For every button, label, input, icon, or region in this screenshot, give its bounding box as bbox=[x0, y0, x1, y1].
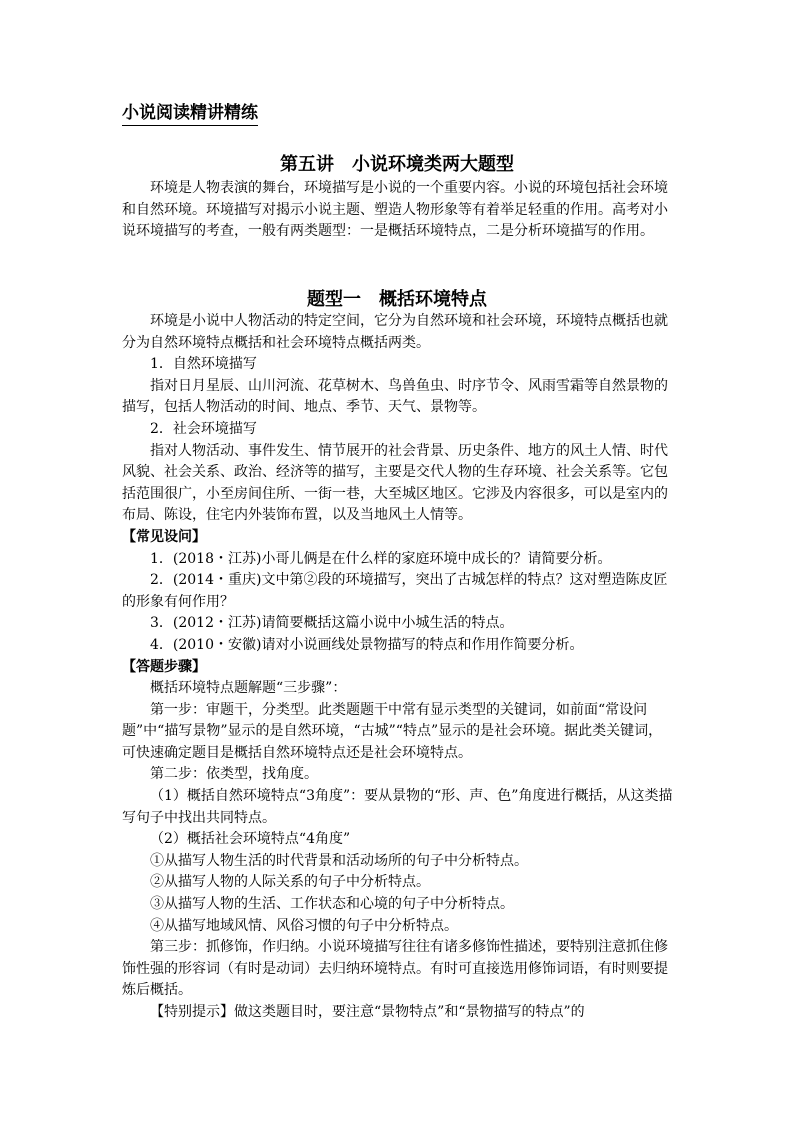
natural-body: 指对日月星辰、山川河流、花草树木、鸟兽鱼虫、时序节令、风雨雪霜等自然景物的描写，包括人物活动的时间、地点、季节、天气、景物等。 bbox=[122, 377, 668, 416]
type1-intro: 环境是小说中人物活动的特定空间，它分为自然环境和社会环境，环境特点概括也就分为自然环境特点概括和社会环境特点概括两类。 bbox=[122, 313, 668, 351]
steps-label: 【答题步骤】 bbox=[122, 658, 206, 675]
step-two: 第二步：依类型，找角度。 bbox=[150, 766, 318, 783]
social-body: 指对人物活动、事件发生、情节展开的社会背景、历史条件、地方的风土人情、时代风貌、社会关系、政治、经济等的描写，主要是交代人物的生存环境、社会关系等。它包括范围很广，小至房间住所、一街一巷，大至城区地区。它涉及内容很多，可以是室内的布局、陈设，住宅内外装饰布置，以及当地风土人情等。 bbox=[122, 442, 668, 524]
intro-section bbox=[122, 178, 674, 243]
step-two-social: （2）概括社会环境特点“4角度” bbox=[150, 831, 351, 848]
common-questions-label: 【常见设问】 bbox=[122, 528, 206, 545]
step-two-natural: （1）概括自然环境特点“3角度”：要从景物的“形、声、色”角度进行概括，从这类描写句子中找出共同特点。 bbox=[122, 788, 673, 826]
angle-item: ①从描写人物生活的时代背景和活动场所的句子中分析特点。 bbox=[150, 852, 528, 869]
header-title: 小说阅读精讲精练 bbox=[122, 98, 258, 126]
angle-item: ④从描写地域风情、风俗习惯的句子中分析特点。 bbox=[150, 917, 458, 934]
type1-title: 题型一 概括环境特点 bbox=[307, 289, 487, 310]
step-three: 第三步：抓修饰，作归纳。小说环境描写往往有诸多修饰性描述，要特别注意抓住修饰性强的形容词（有时是动词）去归纳环境特点。有时可直接选用修饰词语，有时则要提炼后概括。 bbox=[122, 939, 668, 999]
lecture-title: 第五讲 小说环境类两大题型 bbox=[280, 154, 514, 175]
steps-intro: 概括环境特点题解题“三步骤”： bbox=[150, 680, 347, 697]
question-item: 4．(2010・安徽)请对小说画线处景物描写的特点和作用作简要分析。 bbox=[150, 636, 584, 653]
main-section bbox=[122, 311, 674, 1024]
natural-heading: 1．自然环境描写 bbox=[150, 356, 257, 373]
special-tip: 【特别提示】做这类题目时，要注意“景物特点”和“景物描写的特点”的 bbox=[150, 1004, 585, 1020]
angle-item: ②从描写人物的人际关系的句子中分析特点。 bbox=[150, 874, 430, 891]
social-heading: 2．社会环境描写 bbox=[150, 420, 257, 437]
angle-item: ③从描写人物的生活、工作状态和心境的句子中分析特点。 bbox=[150, 896, 514, 913]
question-item: 2．(2014・重庆)文中第②段的环境描写，突出了古城怎样的特点？这对塑造陈皮匠的形象有何作用？ bbox=[122, 572, 668, 610]
question-item: 1．(2018・江苏)小哥儿俩是在什么样的家庭环境中成长的？请简要分析。 bbox=[150, 550, 612, 567]
intro-paragraph: 环境是人物表演的舞台，环境描写是小说的一个重要内容。小说的环境包括社会环境和自然环境。环境描写对揭示小说主题、塑造人物形象等有着举足轻重的作用。高考对小说环境描写的考查，一般有两类题型：一是概括环境特点，二是分析环境描写的作用。 bbox=[122, 180, 668, 240]
question-item: 3．(2012・江苏)请简要概括这篇小说中小城生活的特点。 bbox=[150, 615, 514, 632]
step-one: 第一步：审题干，分类型。此类题题干中常有显示类型的关键词，如前面“常设问题”中“描写景物”显示的是自然环境，“古城”“特点”显示的是社会环境。据此类关键词，可快速确定题目是概括自然环境特点还是社会环境特点。 bbox=[122, 701, 663, 761]
